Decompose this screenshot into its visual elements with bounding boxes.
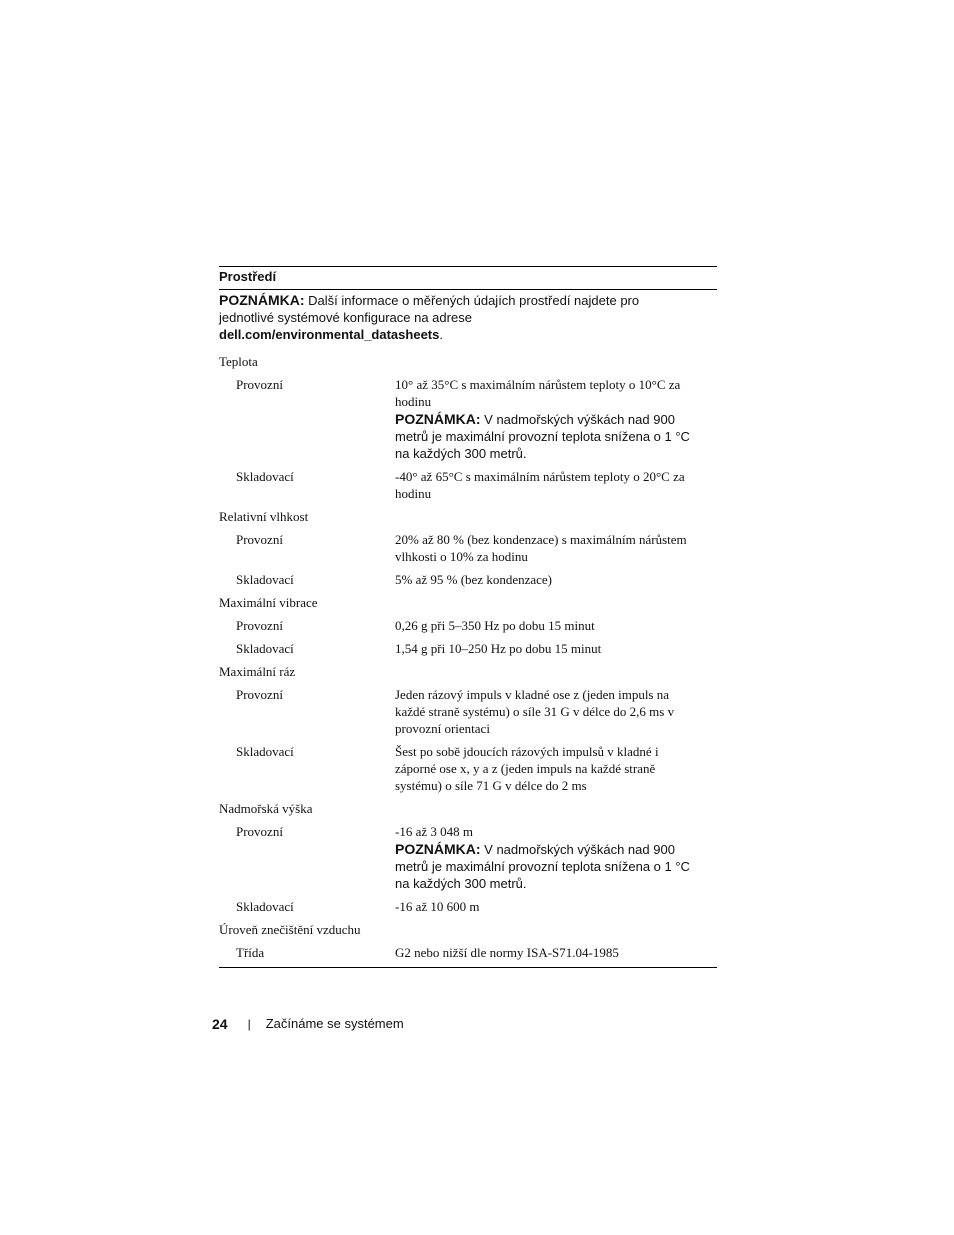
- chapter-title: Začínáme se systémem: [265, 1016, 404, 1031]
- category-shock: Maximální ráz: [219, 664, 296, 679]
- category-contamination: Úroveň znečištění vzduchu: [219, 922, 361, 937]
- row-value: 1,54 g při 10–250 Hz po dobu 15 minut: [395, 641, 602, 656]
- row-shock-storage: [219, 739, 717, 796]
- row-vibration-operating: [219, 613, 717, 636]
- row-temperature-storage: [219, 464, 717, 504]
- row-altitude-operating: [219, 819, 717, 894]
- row-label: Provozní: [236, 532, 283, 547]
- top-note: [219, 290, 669, 349]
- row-humidity-storage: [219, 567, 717, 590]
- row-contamination-class: [219, 940, 717, 963]
- row-value: -16 až 10 600 m: [395, 899, 480, 914]
- row-value: 5% až 95 % (bez kondenzace): [395, 572, 552, 587]
- note-label: POZNÁMKA:: [395, 841, 481, 857]
- row-label: Skladovací: [236, 469, 294, 484]
- environment-spec-table: [219, 266, 717, 968]
- row-value: [395, 376, 700, 462]
- section-title: Prostředí: [219, 269, 277, 284]
- note-label: POZNÁMKA:: [395, 411, 481, 427]
- row-value: -40° až 65°C s maximálním nárůstem teploty o 20°C za hodinu: [395, 469, 685, 501]
- footer-separator: |: [247, 1017, 251, 1031]
- note-text: Další informace o měřených údajích prostředí najdete pro jednotlivé systémové konfigurace na adrese: [219, 293, 640, 325]
- row-temperature-operating: [219, 372, 717, 464]
- row-label: Třída: [236, 945, 265, 960]
- row-value: Šest po sobě jdoucích rázových impulsů v kladné i záporné ose x, y a z (jeden impuls na každé straně systému) o síle 71 G v délce do 2 ms: [395, 744, 659, 793]
- row-value: Jeden rázový impuls v kladné ose z (jeden impuls na každé straně systému) o síle 31 G v délce do 2,6 ms v provozní orientaci: [395, 687, 675, 736]
- row-label: Skladovací: [236, 899, 294, 914]
- row-shock-operating: [219, 682, 717, 739]
- row-humidity-operating: [219, 527, 717, 567]
- note-label: POZNÁMKA:: [219, 292, 305, 308]
- row-label: Skladovací: [236, 641, 294, 656]
- note-text: V nadmořských výškách nad 900 metrů je maximální provozní teplota snížena o 1 °C na každých 300 metrů.: [395, 412, 690, 461]
- bottom-rule: [219, 967, 717, 968]
- row-label: Skladovací: [236, 744, 294, 759]
- row-altitude-storage: [219, 894, 717, 917]
- row-label: Provozní: [236, 687, 283, 702]
- altitude-note: [395, 841, 700, 892]
- page-footer: [212, 1015, 404, 1033]
- category-vibration: Maximální vibrace: [219, 595, 318, 610]
- row-value: 0,26 g při 5–350 Hz po dobu 15 minut: [395, 618, 595, 633]
- temperature-note: [395, 411, 700, 462]
- note-text: V nadmořských výškách nad 900 metrů je maximální provozní teplota snížena o 1 °C na každých 300 metrů.: [395, 842, 690, 891]
- temperature-operating-value: 10° až 35°C s maximálním nárůstem teploty o 10°C za hodinu: [395, 377, 681, 409]
- row-vibration-storage: [219, 636, 717, 659]
- category-temperature: Teplota: [219, 354, 258, 369]
- row-value: 20% až 80 % (bez kondenzace) s maximálním nárůstem vlhkosti o 10% za hodinu: [395, 532, 687, 564]
- note-end: .: [439, 327, 443, 342]
- datasheets-link[interactable]: dell.com/environmental_datasheets: [219, 327, 440, 342]
- altitude-operating-value: -16 až 3 048 m: [395, 824, 473, 839]
- row-label: Skladovací: [236, 572, 294, 587]
- row-label: Provozní: [236, 824, 283, 839]
- category-altitude: Nadmořská výška: [219, 801, 313, 816]
- row-value: [395, 823, 700, 892]
- page-number: 24: [212, 1016, 228, 1032]
- row-label: Provozní: [236, 618, 283, 633]
- row-value: G2 nebo nižší dle normy ISA-S71.04-1985: [395, 945, 619, 960]
- category-humidity: Relativní vlhkost: [219, 509, 309, 524]
- row-label: Provozní: [236, 377, 283, 392]
